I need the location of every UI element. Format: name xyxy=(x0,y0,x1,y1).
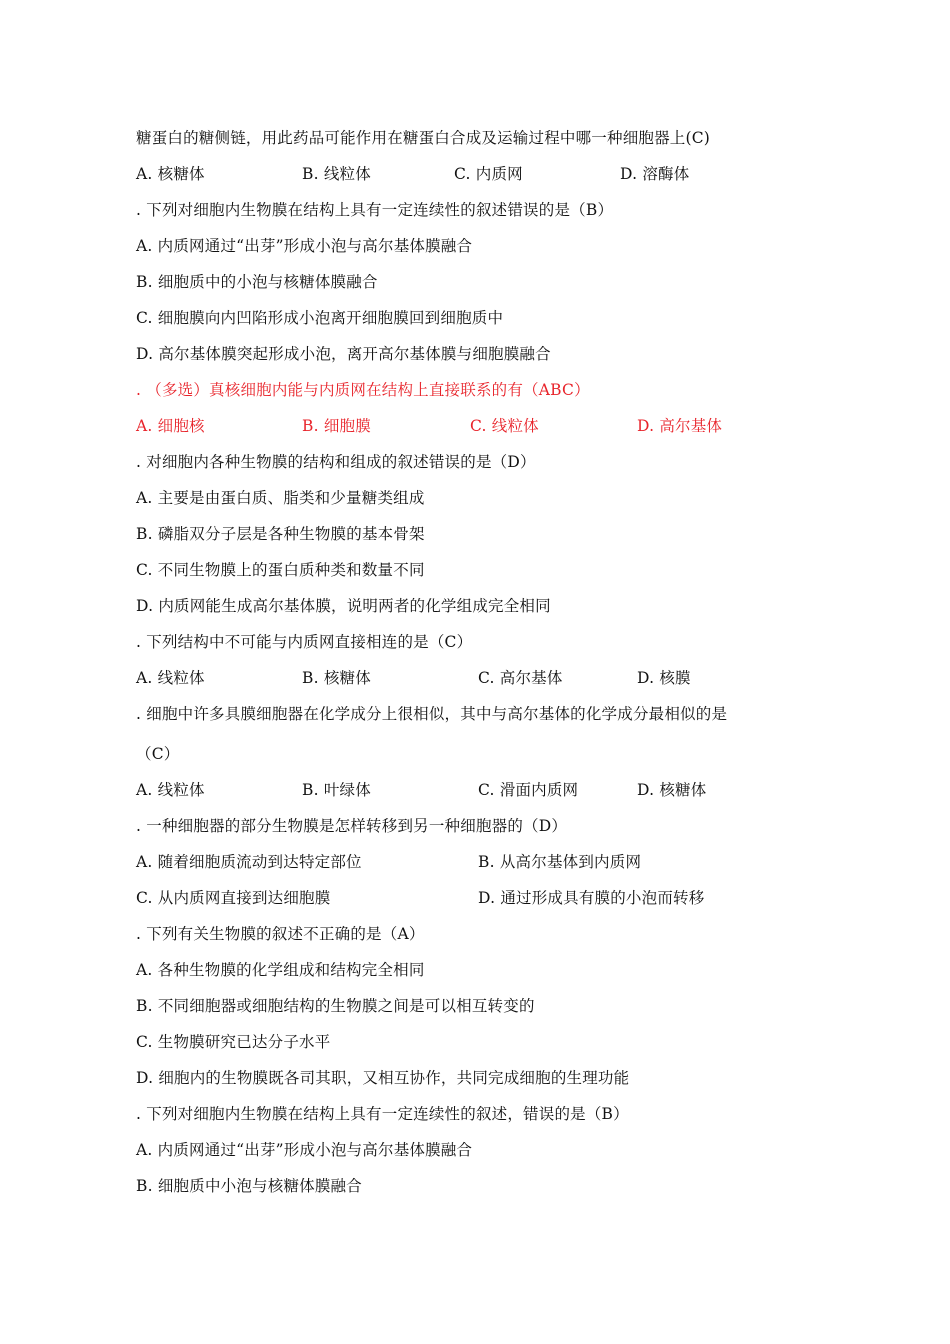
option-d: D. 通过形成具有膜的小泡而转移 xyxy=(478,889,705,907)
option-d: D. 溶酶体 xyxy=(620,165,690,183)
option-a: A. 各种生物膜的化学组成和结构完全相同 xyxy=(136,961,425,979)
option-a: A. 线粒体 xyxy=(136,669,205,687)
option-a: A. 随着细胞质流动到达特定部位 xyxy=(136,853,362,871)
option-b: B. 细胞质中小泡与核糖体膜融合 xyxy=(136,1177,362,1195)
option-a: A. 核糖体 xyxy=(136,165,205,183)
option-d: D. 高尔基体膜突起形成小泡，离开高尔基体膜与细胞膜融合 xyxy=(136,345,551,363)
option-c: C. 线粒体 xyxy=(470,417,539,435)
option-a: A. 细胞核 xyxy=(136,417,205,435)
option-b: B. 从高尔基体到内质网 xyxy=(478,853,642,871)
option-b: B. 磷脂双分子层是各种生物膜的基本骨架 xyxy=(136,525,425,543)
option-c: C. 细胞膜向内凹陷形成小泡离开细胞膜回到细胞质中 xyxy=(136,309,504,327)
question-stem: . 下列结构中不可能与内质网直接相连的是（C） xyxy=(136,633,473,651)
intro-line: 糖蛋白的糖侧链，用此药品可能作用在糖蛋白合成及运输过程中哪一种细胞器上(C) xyxy=(136,129,711,147)
option-c: C. 内质网 xyxy=(454,165,523,183)
question-stem: . 一种细胞器的部分生物膜是怎样转移到另一种细胞器的（D） xyxy=(136,817,568,835)
option-c: C. 滑面内质网 xyxy=(478,781,579,799)
option-b: B. 核糖体 xyxy=(302,669,371,687)
option-b: B. 线粒体 xyxy=(302,165,371,183)
question-stem: . 对细胞内各种生物膜的结构和组成的叙述错误的是（D） xyxy=(136,453,536,471)
question-stem: . 细胞中许多具膜细胞器在化学成分上很相似，其中与高尔基体的化学成分最相似的是 xyxy=(136,705,728,723)
option-a: A. 线粒体 xyxy=(136,781,205,799)
option-b: B. 细胞质中的小泡与核糖体膜融合 xyxy=(136,273,378,291)
option-c: C. 生物膜研究已达分子水平 xyxy=(136,1033,331,1051)
question-stem: . 下列对细胞内生物膜在结构上具有一定连续性的叙述，错误的是（B） xyxy=(136,1105,629,1123)
option-d: D. 核糖体 xyxy=(637,781,707,799)
option-c: C. 从内质网直接到达细胞膜 xyxy=(136,889,331,907)
option-d: D. 高尔基体 xyxy=(637,417,723,435)
question-stem-highlighted: . （多选）真核细胞内能与内质网在结构上直接联系的有（ABC） xyxy=(136,381,590,399)
question-stem-continued: （C） xyxy=(136,745,180,763)
option-d: D. 核膜 xyxy=(637,669,691,687)
option-c: C. 不同生物膜上的蛋白质种类和数量不同 xyxy=(136,561,425,579)
option-b: B. 不同细胞器或细胞结构的生物膜之间是可以相互转变的 xyxy=(136,997,535,1015)
question-stem: . 下列对细胞内生物膜在结构上具有一定连续性的叙述错误的是（B） xyxy=(136,201,614,219)
option-a: A. 主要是由蛋白质、脂类和少量糖类组成 xyxy=(136,489,425,507)
option-a: A. 内质网通过“出芽”形成小泡与高尔基体膜融合 xyxy=(136,1141,473,1159)
option-d: D. 内质网能生成高尔基体膜，说明两者的化学组成完全相同 xyxy=(136,597,551,615)
option-b: B. 细胞膜 xyxy=(302,417,371,435)
option-a: A. 内质网通过“出芽”形成小泡与高尔基体膜融合 xyxy=(136,237,473,255)
option-d: D. 细胞内的生物膜既各司其职，又相互协作，共同完成细胞的生理功能 xyxy=(136,1069,630,1087)
option-c: C. 高尔基体 xyxy=(478,669,563,687)
option-b: B. 叶绿体 xyxy=(302,781,371,799)
question-stem: . 下列有关生物膜的叙述不正确的是（A） xyxy=(136,925,425,943)
